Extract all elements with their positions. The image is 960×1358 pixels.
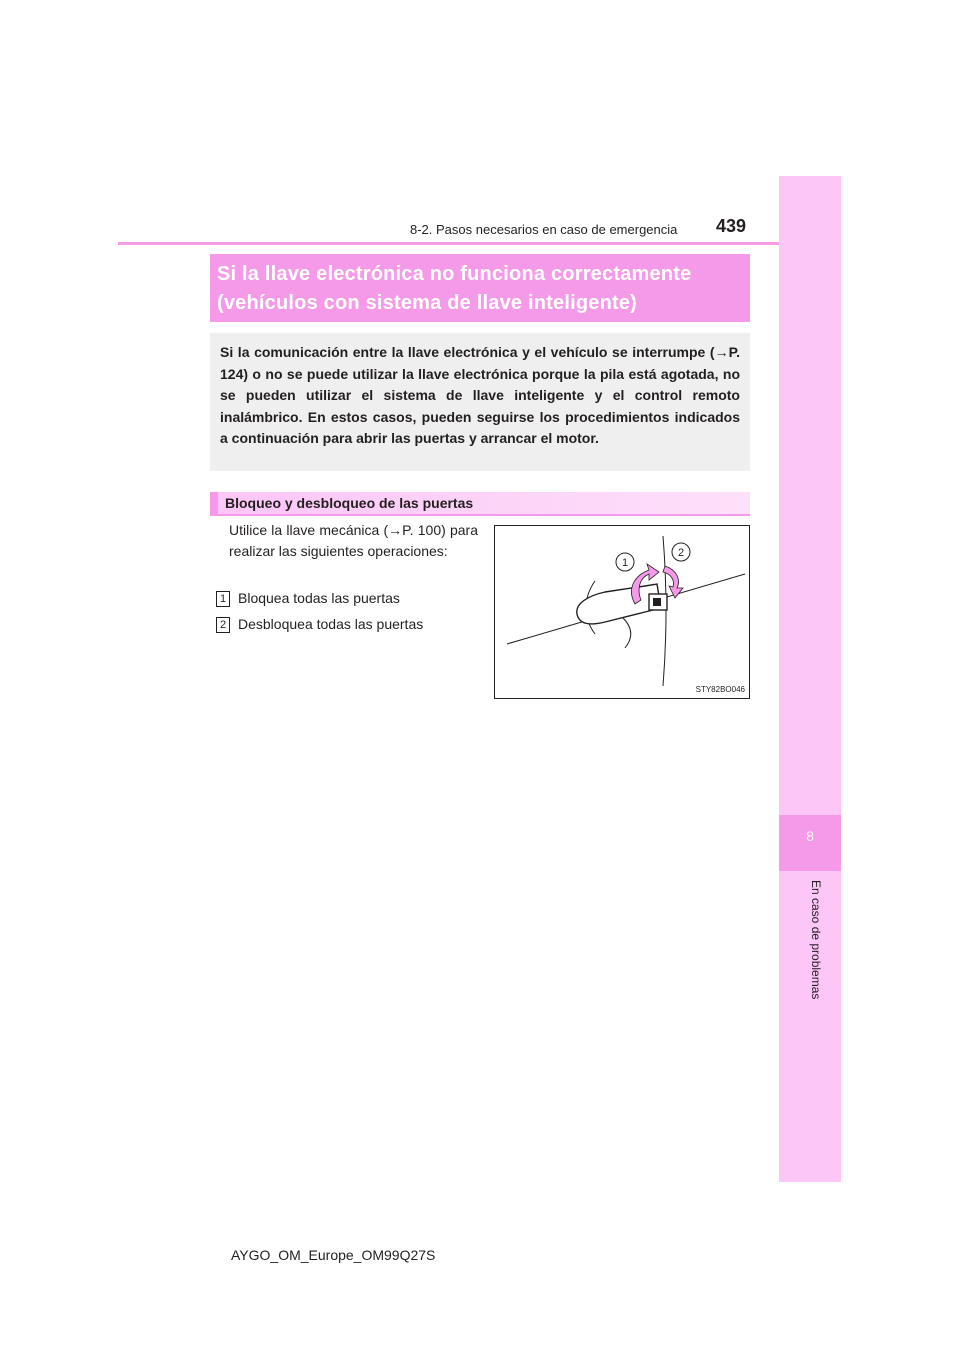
chapter-number: 8 [806, 828, 814, 844]
side-tab [779, 176, 841, 1182]
door-edge-line [663, 536, 666, 686]
header-section-title: 8-2. Pasos necesarios en caso de emergencia [410, 222, 678, 237]
intro-box [210, 333, 750, 471]
figure-code: STY82BO046 [695, 685, 745, 694]
section-heading [210, 492, 750, 516]
section-heading-text: Bloqueo y desbloqueo de las puertas [225, 495, 474, 511]
page-number: 439 [716, 216, 747, 236]
step-item [216, 589, 400, 607]
title-banner [210, 254, 750, 322]
door-handle-drawing [495, 526, 751, 700]
key-head [653, 598, 661, 606]
step-number-badge: 1 [216, 591, 230, 607]
step-number-badge: 2 [216, 617, 230, 633]
title-line-1: Si la llave electrónica no funciona correctamente [217, 263, 692, 285]
step-item [216, 615, 423, 633]
step-text: Desbloquea todas las puertas [238, 616, 424, 632]
callout-label: 2 [677, 547, 685, 559]
callout-label: 1 [621, 557, 629, 569]
intro-text: Si la comunicación entre la llave electrónica y el vehículo se interrumpe (→P. 124) o no se puede utilizar la llave electrónica porque la pila está agotada, no se pueden utilizar el sistema de llave inteligente y el control remoto inalámbrico. En estos casos, pueden seguirse los procedimientos indicados a continuación para abrir las puertas y arrancar el motor. [220, 344, 740, 446]
footer-doc-id: AYGO_OM_Europe_OM99Q27S [231, 1247, 436, 1263]
door-handle-illustration [494, 525, 750, 699]
title-line-2: (vehículos con sistema de llave inteligente) [217, 292, 638, 314]
step-text: Bloquea todas las puertas [238, 590, 400, 606]
header-rule [118, 242, 779, 245]
section-body: Utilice la llave mecánica (→P. 100) para realizar las siguientes operaciones: [229, 522, 478, 559]
recess-arc [623, 618, 631, 648]
chapter-title: En caso de problemas [809, 880, 823, 1000]
